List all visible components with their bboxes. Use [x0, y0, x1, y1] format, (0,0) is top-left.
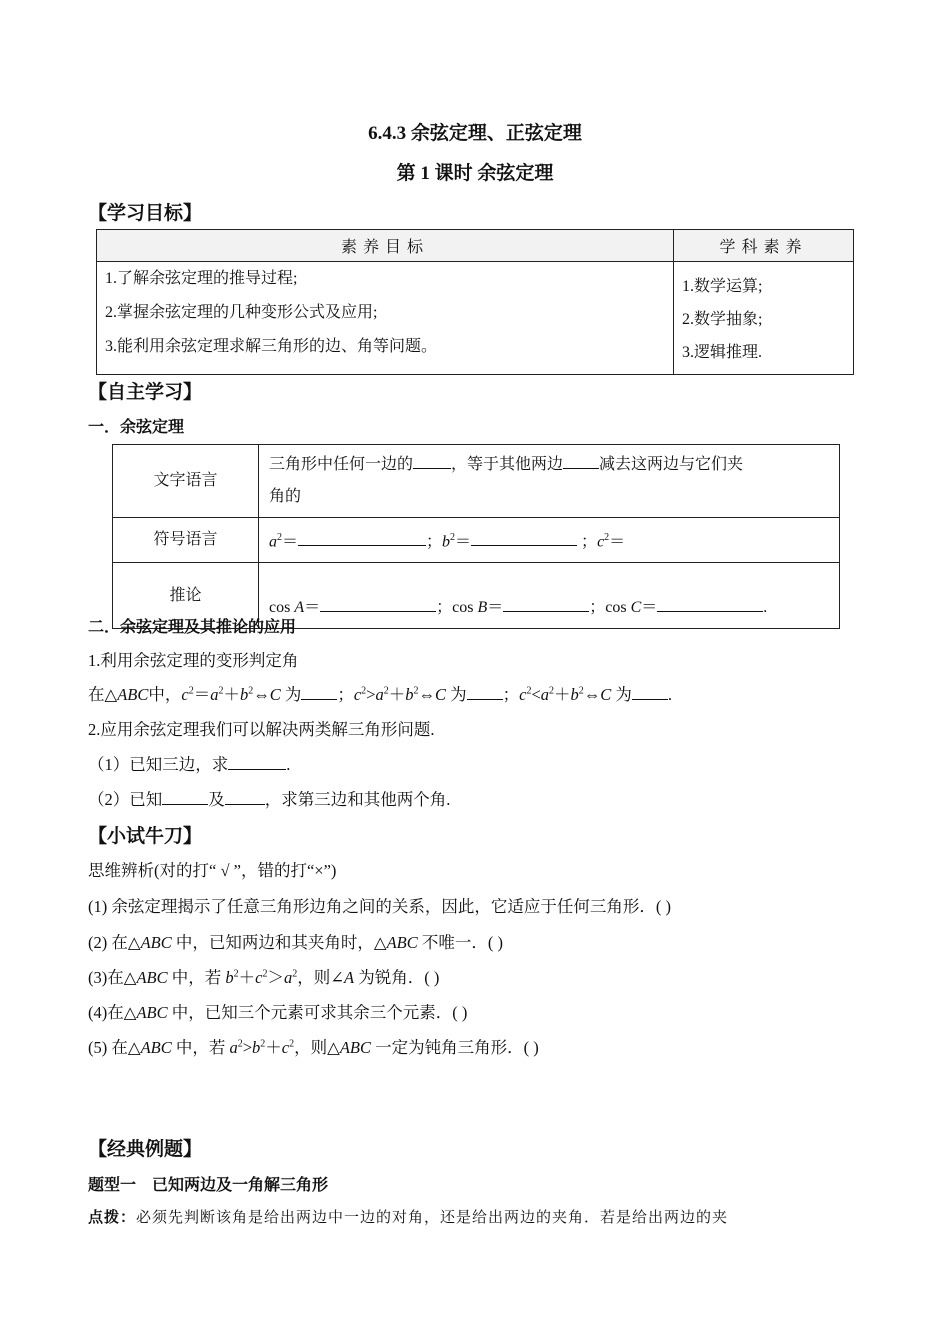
- blank[interactable]: [413, 454, 451, 469]
- section-self-study: 【自主学习】: [88, 382, 203, 403]
- text: 中，: [148, 685, 182, 704]
- section-examples: 【经典例题】: [88, 1139, 203, 1160]
- section-trial: 【小试牛刀】: [88, 826, 203, 847]
- hint-text: 必须先判断该角是给出两边中一边的对角，还是给出两边的夹角．若是给出两边的夹: [136, 1208, 729, 1226]
- blank[interactable]: [320, 597, 436, 612]
- example-type1: 题型一 已知两边及一角解三角形: [88, 1177, 329, 1194]
- text: (4)在△: [88, 1003, 137, 1022]
- text: (2) 在△: [88, 933, 141, 952]
- text: 中，若: [175, 1038, 230, 1057]
- literacy-item: 1.数学运算;: [682, 278, 763, 295]
- text-language-b: ，等于其他两边: [451, 456, 564, 473]
- blank[interactable]: [563, 454, 599, 469]
- trial-q2: (2) 在△ABC 中，已知两边和其夹角时，△ABC 不唯一．( ): [88, 933, 503, 952]
- symbol-language-cell: $a^2=$ ；$b^2=$ ；$c^2=$: [259, 518, 840, 563]
- text-language-cell: [259, 445, 840, 518]
- objective-item: 3.能利用余弦定理求解三角形的边、角等问题。: [105, 338, 438, 355]
- blank[interactable]: [471, 531, 577, 546]
- part2-item2-2: [88, 786, 450, 810]
- hint-label: 点拨：: [88, 1208, 137, 1226]
- blank[interactable]: [467, 685, 503, 700]
- literacy-item: 3.逻辑推理.: [682, 344, 763, 361]
- trial-q5: (5) 在△ABC 中，若 $a^2>b^2+c^2$，则△ABC 一定为钝角三角形．( ): [88, 1038, 539, 1057]
- blank[interactable]: [225, 790, 265, 805]
- part2-heading: 二．余弦定理及其推论的应用: [88, 619, 297, 636]
- text: （2）已知: [88, 790, 163, 809]
- symbol-language-label: 符号语言: [113, 518, 259, 563]
- objectives-header: 素养目标: [97, 230, 674, 262]
- trial-q1: (1) 余弦定理揭示了任意三角形边角之间的关系，因此，它适应于任何三角形．( ): [88, 897, 671, 916]
- corollary-cell: cos A＝ ；cos B＝ ；cos C＝ .: [259, 563, 840, 629]
- blank[interactable]: [657, 597, 763, 612]
- text: ，求第三边和其他两个角.: [264, 790, 451, 809]
- text: 为锐角．( ): [354, 968, 440, 987]
- text: 一定为钝角三角形．( ): [375, 1038, 539, 1057]
- section-objectives: 【学习目标】: [88, 203, 203, 224]
- text-language-d: 角的: [269, 488, 302, 505]
- objective-item: 1.了解余弦定理的推导过程;: [105, 270, 298, 287]
- part2-item1-line: 在△ABC中，$c^2=a^2+b^2\Leftrightarrow C$ 为 ；$c^2>a^2+b^2\Leftrightarrow C$ 为 ；$c^2<a^2+b^2\Leftrightarrow C$ 为 .: [88, 685, 673, 704]
- blank[interactable]: [228, 755, 286, 770]
- literacy-header: 学科素养: [674, 230, 854, 262]
- page-subtitle: 第 1 课时 余弦定理: [396, 163, 554, 184]
- part2-item1: 1.利用余弦定理的变形判定角: [88, 651, 299, 670]
- text: 及: [208, 790, 225, 809]
- literacy-cell: [674, 262, 854, 375]
- blank[interactable]: [503, 597, 589, 612]
- blank[interactable]: [298, 531, 426, 546]
- text-language-a: 三角形中任何一边的: [269, 456, 414, 473]
- text: 在△: [88, 685, 118, 704]
- part2-item2: 2.应用余弦定理我们可以解决两类解三角形问题.: [88, 720, 435, 739]
- text: 中，已知两边和其夹角时，△: [175, 933, 387, 952]
- blank[interactable]: [162, 790, 208, 805]
- corollary-label: 推论: [113, 563, 259, 629]
- trial-q3: (3)在△ABC 中，若 $b^2+c^2>a^2$，则∠A 为锐角．( ): [88, 968, 440, 987]
- literacy-item: 2.数学抽象;: [682, 311, 763, 328]
- trial-q4: (4)在△ABC 中，已知三个元素可求其余三个元素．( ): [88, 1003, 468, 1022]
- part2-item2-1: （1）已知三边，求 .: [88, 755, 291, 774]
- hint-line: [88, 1206, 728, 1227]
- text: 中，若: [171, 968, 226, 987]
- part1-heading: 一．余弦定理: [88, 419, 185, 436]
- objectives-table: [96, 229, 854, 375]
- text: 为: [284, 685, 302, 704]
- page-title: 6.4.3 余弦定理、正弦定理: [368, 123, 582, 144]
- text: (3)在△: [88, 968, 137, 987]
- text: 不唯一．( ): [421, 933, 503, 952]
- text: ，则△: [294, 1038, 340, 1057]
- text: (5) 在△: [88, 1038, 141, 1057]
- text-language-label: 文字语言: [113, 445, 259, 518]
- text: ，则∠: [297, 968, 345, 987]
- objectives-cell: [97, 262, 674, 375]
- objective-item: 2.掌握余弦定理的几种变形公式及应用;: [105, 304, 378, 321]
- text: （1）已知三边，求: [88, 755, 229, 774]
- trial-intro: 思维辨析(对的打“ √ ”，错的打“×”): [88, 861, 337, 880]
- text: 为: [450, 685, 467, 704]
- blank[interactable]: [301, 685, 337, 700]
- text: 中，已知三个元素可求其余三个元素．( ): [171, 1003, 468, 1022]
- text: 为: [615, 685, 632, 704]
- cosine-law-table: [112, 444, 840, 629]
- text-language-c: 减去这两边与它们夹: [599, 456, 744, 473]
- blank[interactable]: [632, 685, 668, 700]
